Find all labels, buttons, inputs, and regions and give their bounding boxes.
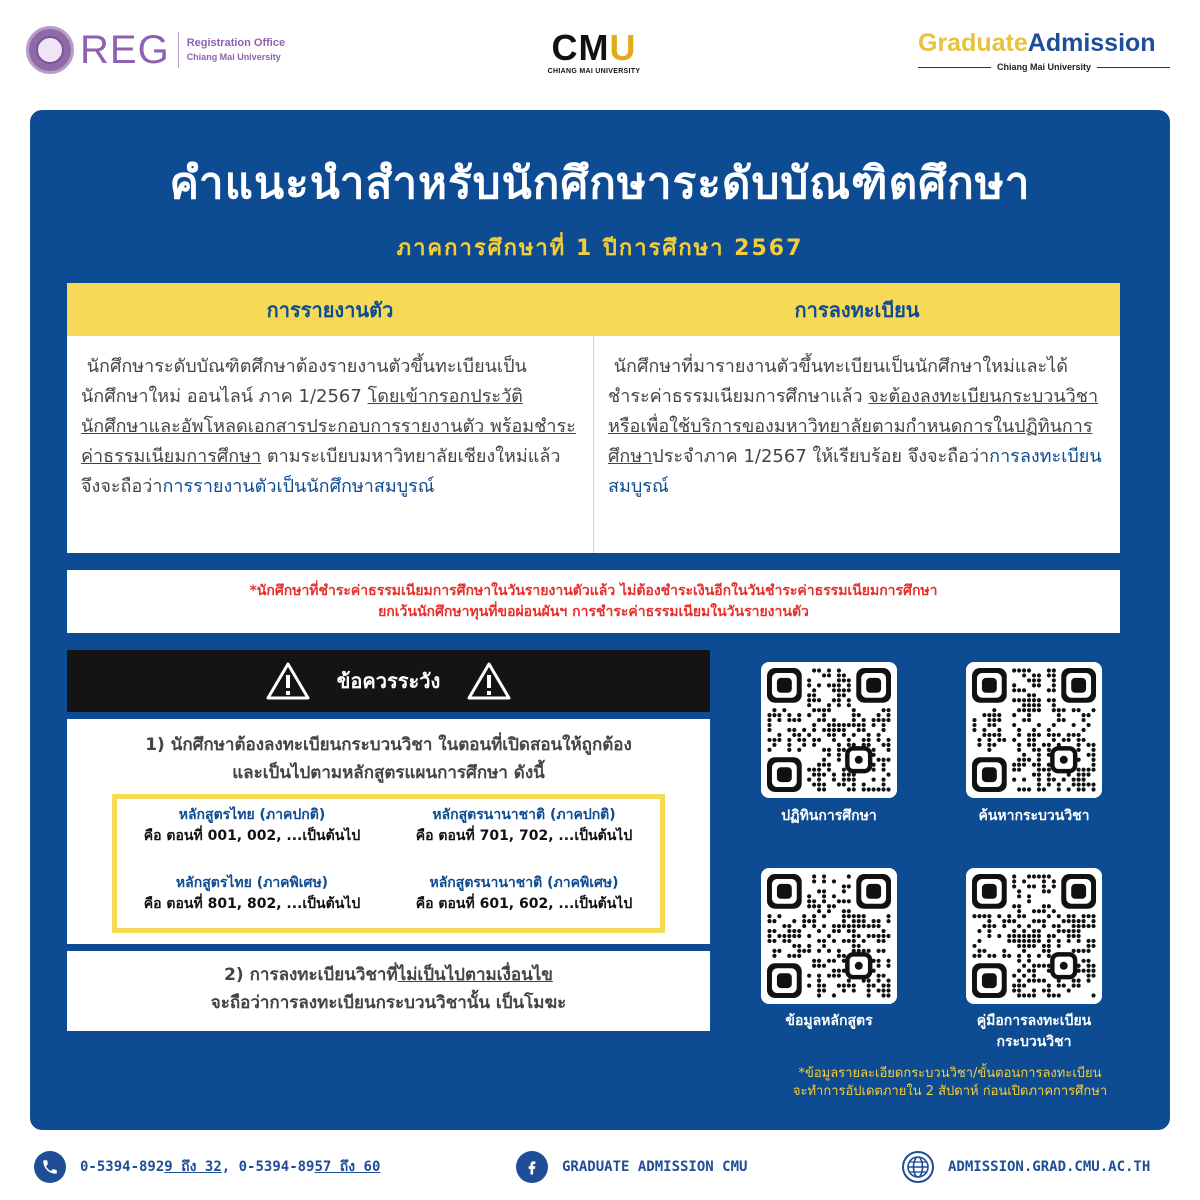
qr-label-calendar: ปฏิทินการศึกษา <box>781 808 877 824</box>
cmu-seal-icon <box>26 26 74 74</box>
caution-header <box>67 650 710 712</box>
page-title: คำแนะนำสำหรับนักศึกษาระดับบัณฑิตศึกษา <box>169 158 1031 209</box>
cmu-logo-subtitle: CHIANG MAI UNIVERSITY <box>547 68 641 75</box>
caution-item-2: 2) การลงทะเบียนวิชาที่ไม่เป็นไปตามเงื่อนไข จะถือว่าการลงทะเบียนกระบวนวิชานั้น เป็นโมฆะ <box>67 951 710 1031</box>
qr-code-registration-guide[interactable] <box>966 868 1102 1004</box>
course-section-box <box>112 794 665 933</box>
facebook-icon <box>516 1151 548 1183</box>
page-subtitle: ภาคการศึกษาที่ 1 ปีการศึกษา 2567 <box>396 236 804 261</box>
report-body: นักศึกษาระดับบัณฑิตศึกษาต้องรายงานตัวขึ้นทะเบียนเป็นนักศึกษาใหม่ ออนไลน์ ภาค 1/2567 โดยเข้ากรอกประวัตินักศึกษาและอัพโหลดเอกสารประกอบการรายงานตัว พร้อมชำระค่าธรรมเนียมการศึกษา ตามระเบียบมหาวิทยาลัยเชียงใหม่แล้ว จึงจะถือว่าการรายงานตัวเป็นนักศึกษาสมบูรณ์ <box>81 356 576 497</box>
register-column <box>593 283 1120 553</box>
cmu-logo: CMU CHIANG MAI UNIVERSITY <box>540 30 648 75</box>
reg-university-label: Chiang Mai University <box>186 52 281 62</box>
page-header <box>0 0 1200 105</box>
warning-icon <box>466 661 512 701</box>
reg-logo-text: REG <box>80 27 170 72</box>
globe-icon <box>902 1151 934 1183</box>
register-body: นักศึกษาที่มารายงานตัวขึ้นทะเบียนเป็นนักศึกษาใหม่และได้ชำระค่าธรรมเนียมการศึกษาแล้ว จะต้องลงทะเบียนกระบวนวิชาหรือเพื่อใช้บริการของมหาวิทยาลัยตามกำหนดการในปฏิทินการศึกษาประจำภาค 1/2567 ให้เรียบร้อย จึงจะถือว่าการลงทะเบียนสมบูรณ์ <box>608 356 1102 497</box>
page-footer <box>0 1140 1200 1200</box>
footer-phone[interactable]: 0-5394-8929 ถึง 32, 0-5394-8957 ถึง 60 <box>34 1151 380 1183</box>
phone-icon <box>34 1151 66 1183</box>
reg-office-label: Registration Office <box>186 37 286 49</box>
course-thai-special: หลักสูตรไทย (ภาคพิเศษ) คือ ตอนที่ 801, 802, ...เป็นต้นไป <box>143 875 361 912</box>
main-panel <box>30 110 1170 1130</box>
qr-code-icon <box>972 874 1096 998</box>
qr-code-icon <box>767 874 891 998</box>
qr-label-registration-guide: คู่มือการลงทะเบียน กระบวนวิชา <box>976 1013 1092 1050</box>
qr-code-icon <box>767 668 891 792</box>
footer-facebook[interactable]: GRADUATE ADMISSION CMU <box>516 1151 747 1183</box>
report-column <box>67 283 593 553</box>
qr-label-course-search: ค้นหากระบวนวิชา <box>978 808 1090 824</box>
footer-website[interactable]: ADMISSION.GRAD.CMU.AC.TH <box>902 1151 1150 1183</box>
caution-item-1: 1) นักศึกษาต้องลงทะเบียนกระบวนวิชา ในตอนที่เปิดสอนให้ถูกต้อง และเป็นไปตามหลักสูตรแผนการศึกษา ดังนี้ หลักสูตรไทย (ภาคปกติ) คือ ตอนที่ 001, 002, ...เป็นต้นไป หลักสูตรนานาชาติ (ภาคปกติ) คือ ตอนที่ 701, 702, ...เป็นต้นไป หลักสูตรไทย (ภาคพิเศษ) คือ ตอนที่ 801, 802, ...เป็นต้นไป หลักสูตรนานาชาติ (ภาคพิเศษ) คือ ตอนที่ 601, 602, ...เป็นต้นไป <box>67 719 710 944</box>
ga-logo-subtitle: Chiang Mai University <box>996 62 1092 72</box>
qr-code-course-search[interactable] <box>966 662 1102 798</box>
register-heading: การลงทะเบียน <box>594 283 1120 336</box>
course-intl-special: หลักสูตรนานาชาติ (ภาคพิเศษ) คือ ตอนที่ 601, 602, ...เป็นต้นไป <box>415 875 633 912</box>
qr-code-curriculum[interactable] <box>761 868 897 1004</box>
fee-notice: *นักศึกษาที่ชำระค่าธรรมเนียมการศึกษาในวันรายงานตัวแล้ว ไม่ต้องชำระเงินอีกในวันชำระค่าธรรมเนียมการศึกษา ยกเว้นนักศึกษาทุนที่ขอผ่อนผันฯ การชำระค่าธรรมเนียมในวันรายงานตัว <box>67 570 1120 633</box>
qr-code-calendar[interactable] <box>761 662 897 798</box>
info-table <box>67 283 1120 553</box>
graduate-admission-logo: GraduateAdmission Chiang Mai University <box>918 28 1170 72</box>
course-intl-regular: หลักสูตรนานาชาติ (ภาคปกติ) คือ ตอนที่ 701, 702, ...เป็นต้นไป <box>415 807 633 844</box>
report-heading: การรายงานตัว <box>67 283 593 336</box>
warning-icon <box>265 661 311 701</box>
qr-label-curriculum: ข้อมูลหลักสูตร <box>785 1013 873 1029</box>
qr-note: *ข้อมูลรายละเอียดกระบวนวิชา/ขั้นตอนการลงทะเบียน จะทำการอัปเดตภายใน 2 สัปดาห์ ก่อนเปิดภาคการศึกษา <box>792 1066 1108 1099</box>
course-thai-regular: หลักสูตรไทย (ภาคปกติ) คือ ตอนที่ 001, 002, ...เป็นต้นไป <box>143 807 361 844</box>
caution-title: ข้อควรระวัง <box>336 669 441 693</box>
qr-code-icon <box>972 668 1096 792</box>
reg-logo <box>26 26 285 74</box>
